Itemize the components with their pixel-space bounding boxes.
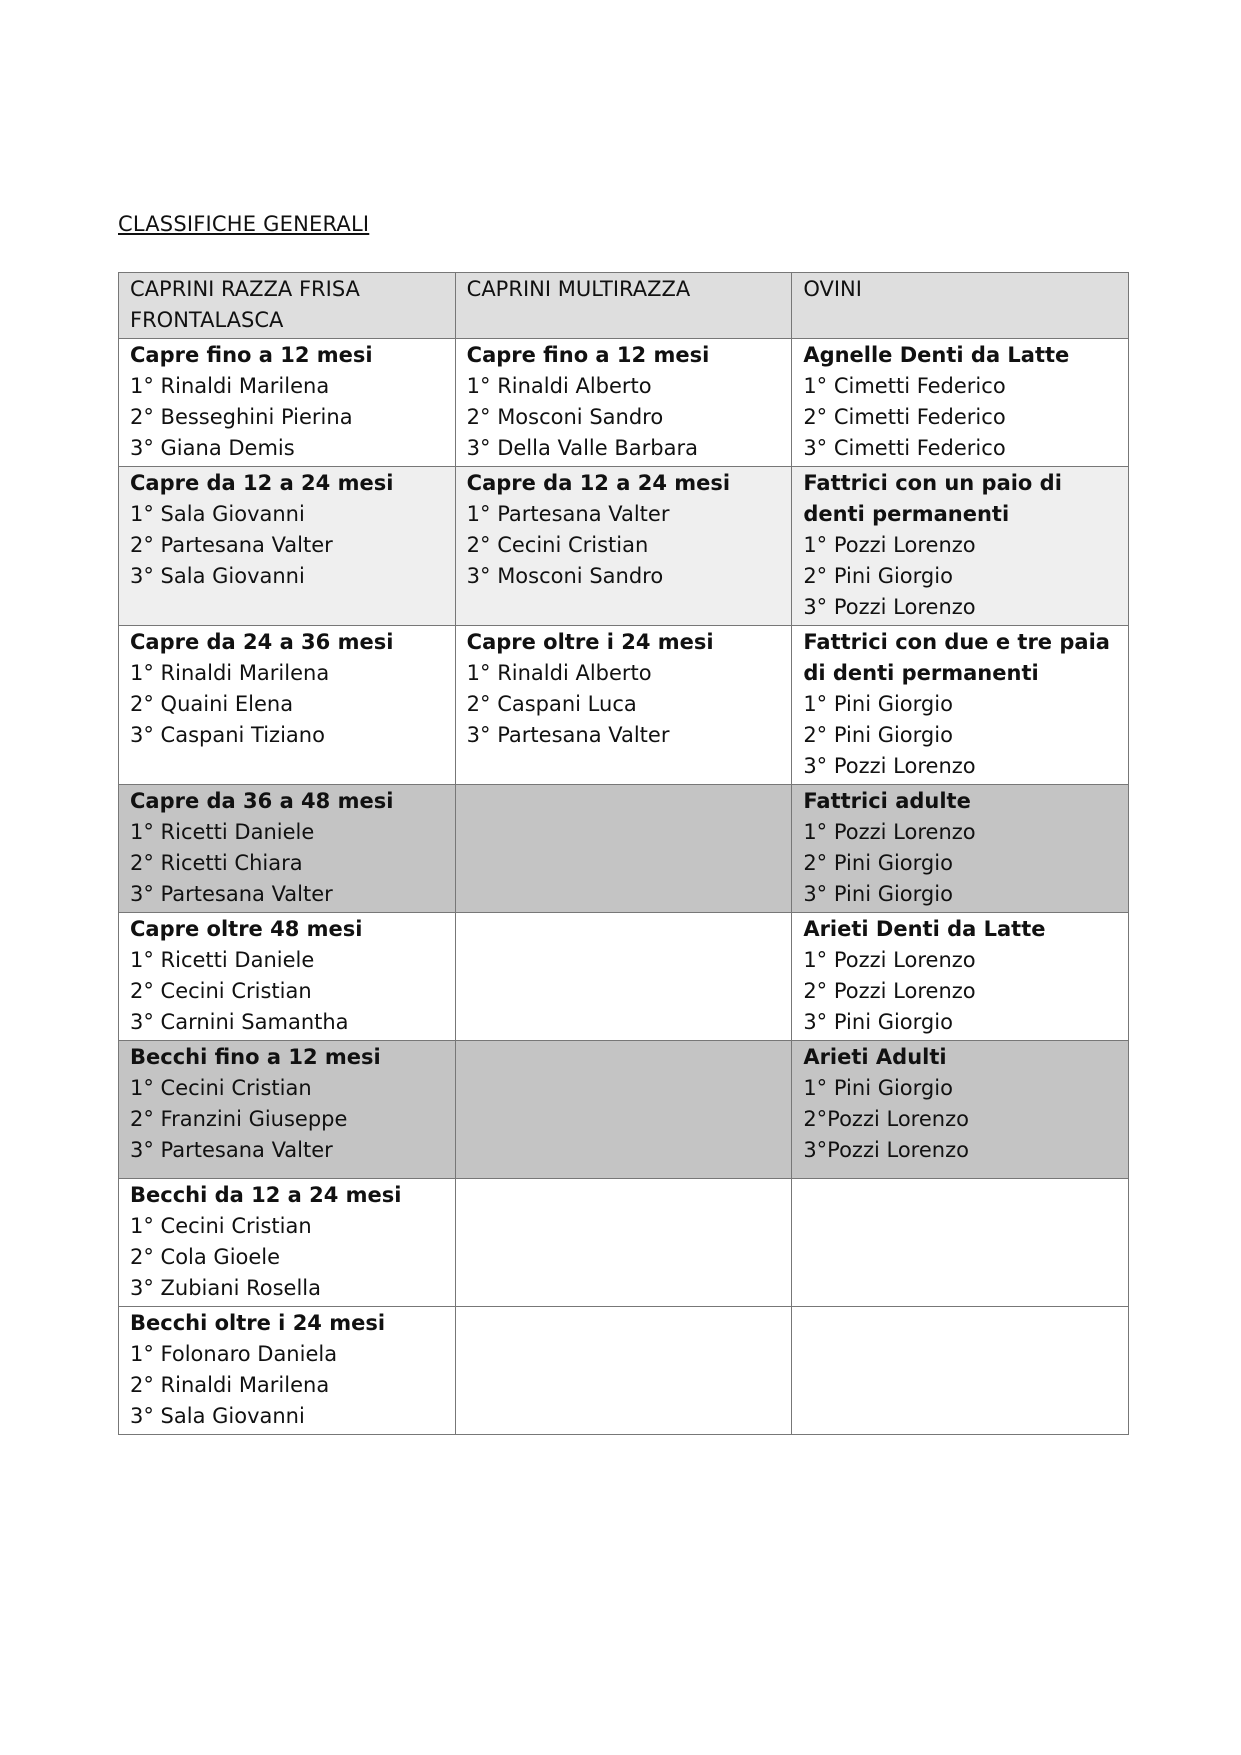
table-row	[119, 1041, 1129, 1179]
placement-entry: 1° Pozzi Lorenzo	[803, 533, 976, 557]
placement-entry: 2° Cimetti Federico	[803, 405, 1006, 429]
placement-entry: 2° Caspani Luca	[466, 692, 637, 716]
placement-entry: 1° Rinaldi Marilena	[130, 374, 330, 398]
header-multirazza: CAPRINI MULTIRAZZA	[455, 273, 792, 339]
cell-multirazza	[455, 467, 792, 626]
cell-frisa	[119, 1179, 456, 1307]
cell-multirazza	[455, 339, 792, 467]
placement-entry: 1° Pozzi Lorenzo	[803, 948, 976, 972]
cell-multirazza	[455, 1041, 792, 1179]
placement-entry: 3° Mosconi Sandro	[466, 564, 664, 588]
cell-ovini	[792, 785, 1129, 913]
placement-entry: 2° Cola Gioele	[130, 1245, 281, 1269]
placement-entry: 3° Partesana Valter	[130, 882, 333, 906]
placement-entry: 2° Ricetti Chiara	[130, 851, 303, 875]
placement-entry: 2° Cecini Cristian	[130, 979, 312, 1003]
placement-entry: 3° Carnini Samantha	[130, 1010, 349, 1034]
placement-entry: 2° Quaini Elena	[130, 692, 294, 716]
table-row	[119, 1179, 1129, 1307]
cell-frisa	[119, 467, 456, 626]
placement-entry: 2° Franzini Giuseppe	[130, 1107, 348, 1131]
table-row	[119, 339, 1129, 467]
placement-entry: 1° Cecini Cristian	[130, 1214, 312, 1238]
placement-entry: 1° Pini Giorgio	[803, 1076, 953, 1100]
placement-entry: 2° Pozzi Lorenzo	[803, 979, 976, 1003]
placement-entry: 1° Pozzi Lorenzo	[803, 820, 976, 844]
placement-entry: 1° Folonaro Daniela	[130, 1342, 338, 1366]
cell-multirazza	[455, 1179, 792, 1307]
cell-ovini	[792, 1307, 1129, 1435]
category-label: Capre fino a 12 mesi	[466, 343, 710, 367]
placement-entry: 1° Rinaldi Marilena	[130, 661, 330, 685]
placement-entry: 3° Pozzi Lorenzo	[803, 754, 976, 778]
placement-entry: 3° Pozzi Lorenzo	[803, 595, 976, 619]
placement-entry: 3° Partesana Valter	[466, 723, 670, 747]
cell-multirazza	[455, 785, 792, 913]
placement-entry: 2° Rinaldi Marilena	[130, 1373, 330, 1397]
category-label: Becchi fino a 12 mesi	[130, 1045, 381, 1069]
category-label: Capre oltre 48 mesi	[130, 917, 363, 941]
cell-ovini	[792, 1041, 1129, 1179]
placement-entry: 2° Mosconi Sandro	[466, 405, 664, 429]
cell-ovini	[792, 339, 1129, 467]
cell-frisa	[119, 1307, 456, 1435]
placement-entry: 3° Cimetti Federico	[803, 436, 1006, 460]
category-label: Capre da 36 a 48 mesi	[130, 789, 394, 813]
header-frisa-frontalasca: CAPRINI RAZZA FRISA FRONTALASCA	[119, 273, 456, 339]
category-label: Capre da 24 a 36 mesi	[130, 630, 394, 654]
category-label: Capre fino a 12 mesi	[130, 343, 373, 367]
placement-entry: 3° Zubiani Rosella	[130, 1276, 321, 1300]
category-label: Fattrici con un paio di denti permanenti	[803, 471, 1062, 526]
results-body	[119, 339, 1129, 1435]
placement-entry: 1° Rinaldi Alberto	[466, 661, 652, 685]
document-title: CLASSIFICHE GENERALI	[118, 212, 370, 236]
placement-entry: 1° Cecini Cristian	[130, 1076, 312, 1100]
table-row	[119, 467, 1129, 626]
table-header-row	[119, 273, 1129, 339]
placement-entry: 3° Pini Giorgio	[803, 882, 953, 906]
category-label: Capre oltre i 24 mesi	[466, 630, 714, 654]
cell-ovini	[792, 1179, 1129, 1307]
placement-entry: 1° Partesana Valter	[466, 502, 670, 526]
cell-frisa	[119, 1041, 456, 1179]
placement-entry: 2° Partesana Valter	[130, 533, 333, 557]
placement-entry: 3° Sala Giovanni	[130, 1404, 305, 1428]
category-label: Arieti Denti da Latte	[803, 917, 1046, 941]
cell-multirazza	[455, 913, 792, 1041]
placement-entry: 3° Caspani Tiziano	[130, 723, 325, 747]
header-ovini: OVINI	[792, 273, 1129, 339]
placement-entry: 1° Cimetti Federico	[803, 374, 1006, 398]
placement-entry: 3° Pini Giorgio	[803, 1010, 953, 1034]
placement-entry: 1° Sala Giovanni	[130, 502, 305, 526]
category-label: Fattrici con due e tre paia di denti permanenti	[803, 630, 1110, 685]
placement-entry: 3° Giana Demis	[130, 436, 295, 460]
placement-entry: 2° Pini Giorgio	[803, 723, 953, 747]
placement-entry: 3°Pozzi Lorenzo	[803, 1138, 969, 1162]
placement-entry: 1° Ricetti Daniele	[130, 820, 315, 844]
category-label: Becchi da 12 a 24 mesi	[130, 1183, 402, 1207]
table-row	[119, 785, 1129, 913]
placement-entry: 1° Pini Giorgio	[803, 692, 953, 716]
placement-entry: 1° Rinaldi Alberto	[466, 374, 652, 398]
cell-frisa	[119, 626, 456, 785]
category-label: Becchi oltre i 24 mesi	[130, 1311, 386, 1335]
cell-frisa	[119, 339, 456, 467]
cell-ovini	[792, 913, 1129, 1041]
category-label: Arieti Adulti	[803, 1045, 947, 1069]
cell-multirazza	[455, 626, 792, 785]
table-row	[119, 626, 1129, 785]
placement-entry: 3° Sala Giovanni	[130, 564, 305, 588]
placement-entry: 2° Besseghini Pierina	[130, 405, 353, 429]
table-row	[119, 1307, 1129, 1435]
placement-entry: 3° Della Valle Barbara	[466, 436, 698, 460]
placement-entry: 2° Pini Giorgio	[803, 564, 953, 588]
placement-entry: 2° Pini Giorgio	[803, 851, 953, 875]
placement-entry: 1° Ricetti Daniele	[130, 948, 315, 972]
cell-ovini	[792, 626, 1129, 785]
placement-entry: 3° Partesana Valter	[130, 1138, 333, 1162]
category-label: Agnelle Denti da Latte	[803, 343, 1070, 367]
cell-multirazza	[455, 1307, 792, 1435]
table-row	[119, 913, 1129, 1041]
cell-frisa	[119, 785, 456, 913]
category-label: Capre da 12 a 24 mesi	[130, 471, 394, 495]
category-label: Fattrici adulte	[803, 789, 971, 813]
placement-entry: 2°Pozzi Lorenzo	[803, 1107, 969, 1131]
cell-frisa	[119, 913, 456, 1041]
placement-entry: 2° Cecini Cristian	[466, 533, 649, 557]
cell-ovini	[792, 467, 1129, 626]
category-label: Capre da 12 a 24 mesi	[466, 471, 731, 495]
results-table	[118, 272, 1129, 1435]
